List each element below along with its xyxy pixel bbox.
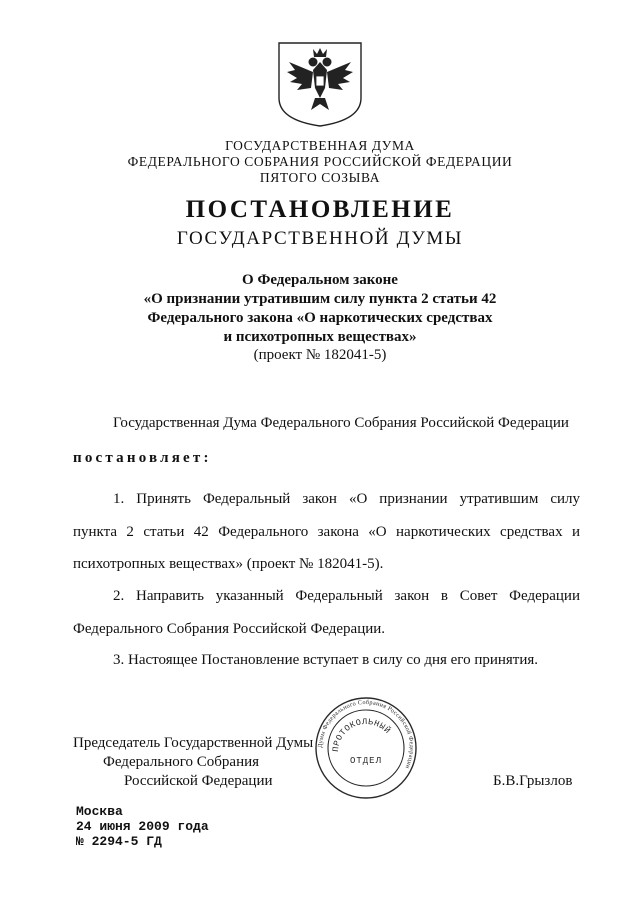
stamp-outer-text: Думы Федерального Собрания Российской Федерации — [316, 698, 416, 770]
resolves-word: постановляет: — [73, 450, 212, 466]
preamble: Государственная Дума Федерального Собрания Российской Федерации — [113, 415, 569, 431]
subject-line-2: «О признании утратившим силу пункта 2 статьи 42 — [143, 291, 497, 307]
subject-line-1: О Федеральном законе — [242, 272, 398, 288]
item-1-line-1: 1. Принять Федеральный закон «О признании утратившим силу — [113, 491, 580, 507]
project-number: (проект № 182041-5) — [253, 347, 387, 363]
signature-title-line-2: Федерального Собрания — [103, 754, 260, 770]
header-line-3: ПЯТОГО СОЗЫВА — [259, 170, 381, 185]
item-3-line-1: 3. Настоящее Постановление вступает в силу со дня его принятия. — [113, 652, 539, 668]
footer-city: Москва — [76, 804, 123, 819]
subject-line-4: и психотропных веществах» — [223, 329, 417, 345]
signatory-name: Б.В.Грызлов — [493, 773, 573, 789]
svg-text:ПРОТОКОЛЬНЫЙ — [331, 717, 393, 752]
header-line-2: ФЕДЕРАЛЬНОГО СОБРАНИЯ РОССИЙСКОЙ ФЕДЕРАЦИИ — [127, 154, 513, 169]
document-subtitle: ГОСУДАРСТВЕННОЙ ДУМЫ — [176, 228, 464, 249]
stamp-center-text: ОТДЕЛ — [349, 756, 383, 766]
official-stamp — [314, 696, 418, 800]
item-2-line-2: Федерального Собрания Российской Федерации. — [73, 621, 386, 637]
subject-line-3: Федерального закона «О наркотических средствах — [147, 310, 493, 326]
footer-number: № 2294-5 ГД — [76, 834, 162, 849]
coat-of-arms-emblem — [275, 40, 365, 128]
signature-title-line-1: Председатель Государственной Думы — [73, 735, 314, 751]
signature-title-line-3: Российской Федерации — [124, 773, 273, 789]
header-line-1: ГОСУДАРСТВЕННАЯ ДУМА — [225, 138, 415, 153]
item-2-line-1: 2. Направить указанный Федеральный закон в Совет Федерации — [113, 588, 580, 604]
footer-date: 24 июня 2009 года — [76, 819, 209, 834]
item-1-line-2: пункта 2 статьи 42 Федерального закона «О наркотических средствах и — [73, 524, 580, 540]
stamp-arc-text: ПРОТОКОЛЬНЫЙ — [330, 716, 393, 753]
item-1-line-3: психотропных веществах» (проект № 182041-5). — [73, 556, 384, 572]
document-title: ПОСТАНОВЛЕНИЕ — [185, 196, 455, 223]
